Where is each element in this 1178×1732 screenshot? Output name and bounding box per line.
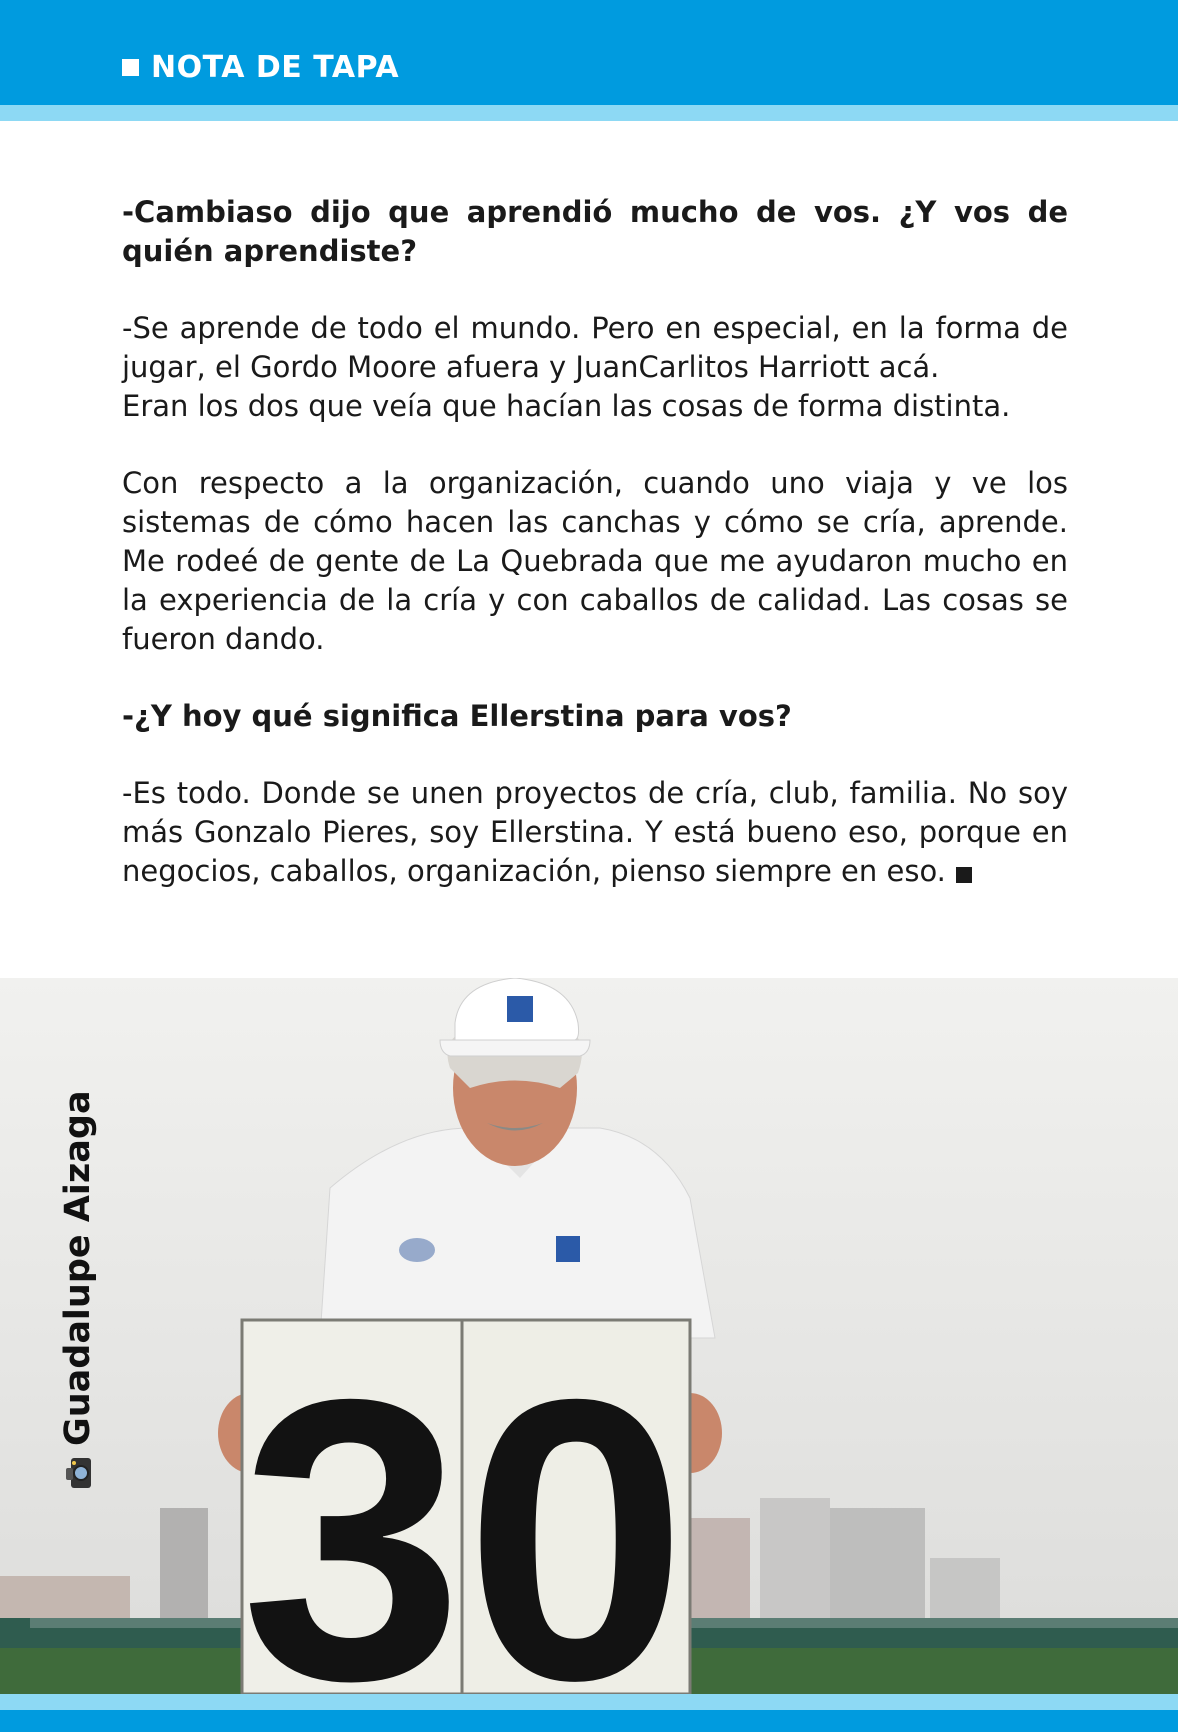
section-label [122,50,399,85]
shirt-logo [556,1236,580,1262]
cap-logo [507,996,533,1022]
photo-credit [58,1090,98,1490]
sign-digit-3: 3 [240,1316,464,1694]
answer-1-last-line: Eran los dos que veía que hacían las cosas de forma distinta. [122,389,1011,423]
section-label-text: NOTA DE TAPA [151,50,400,85]
end-mark-icon [956,867,972,883]
header-stripe [0,105,1178,121]
photo-illustration [0,978,1178,1694]
question-2: -¿Y hoy qué significa Ellerstina para vos? [122,699,792,733]
question-1: -Cambiaso dijo que aprendió mucho de vos. ¿Y vos de quién aprendiste? [122,195,1068,268]
answer-1-text: -Se aprende de todo el mundo. Pero en especial, en la forma de jugar, el Gordo Moore afuera y JuanCarlitos Harriott acá. [122,311,1068,384]
number-sign [241,1316,690,1694]
footer-stripe [0,1694,1178,1710]
camera-icon [63,1456,93,1490]
photo-credit-text: Guadalupe Aizaga [58,1090,98,1446]
answer-2: Con respecto a la organización, cuando uno viaja y ve los sistemas de cómo hacen las canchas y cómo se cría, aprende. Me rodeé de gente de La Quebrada que me ayudaron mucho en la experiencia de la cría y con caballos de calidad. Las cosas se fueron dando. [122,466,1068,656]
sign-digit-0: 0 [464,1316,688,1694]
photo-gonzalo-pieres [0,978,1178,1694]
square-bullet-icon [122,59,139,76]
answer-3-text: -Es todo. Donde se unen proyectos de cría, club, familia. No soy más Gonzalo Pieres, soy Ellerstina. Y está bueno eso, porque en negocios, caballos, organización, pienso siempre en eso. [122,776,1068,888]
article-body [122,193,1068,929]
answer-3 [122,774,1068,891]
answer-1 [122,309,1068,387]
footer-bar [0,1710,1178,1732]
